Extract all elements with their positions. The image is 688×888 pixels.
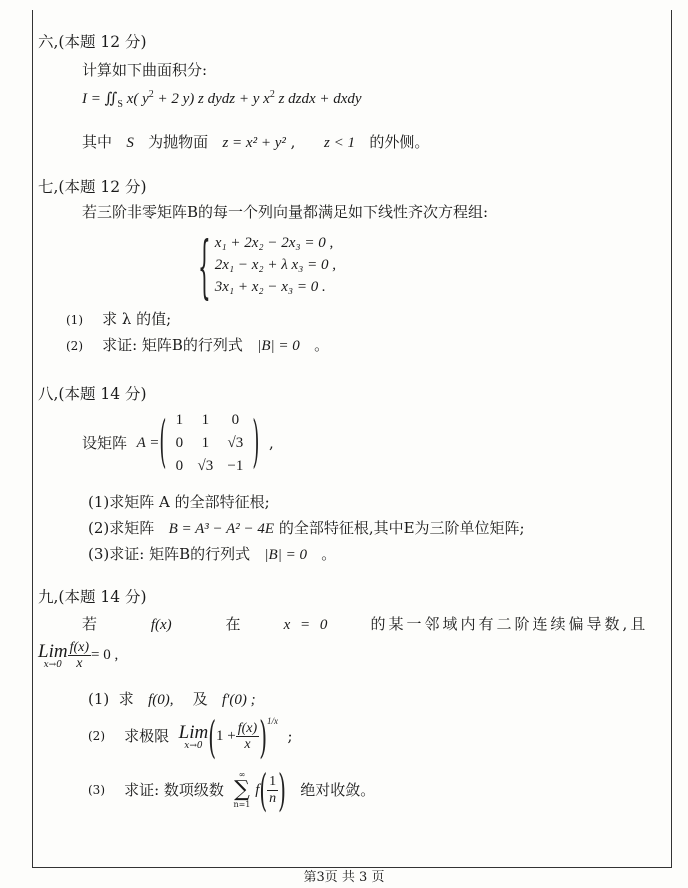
q8-part2 — [88, 518, 525, 540]
q8-left-paren: ( — [159, 410, 167, 476]
q9-frac-den: x — [76, 656, 83, 672]
matrix-cell: 0 — [231, 412, 240, 428]
q9-p2-rparen: ) — [259, 710, 267, 764]
q9-p3-rparen: ) — [278, 763, 286, 817]
q9-at: 在 — [225, 615, 241, 633]
q9-p3-end: 绝对收敛。 — [300, 780, 376, 799]
q7-equations — [215, 233, 336, 298]
q9-lim-sub: x→0 — [43, 659, 62, 670]
q8-setup: 设矩阵 — [82, 434, 128, 452]
page-footer: 第3页 共 3 页 — [303, 870, 385, 885]
q9-p1-text: 求 — [118, 690, 134, 708]
q8-p3-det: |B| = 0 — [264, 547, 307, 563]
matrix-cell: −1 — [227, 458, 244, 474]
q9-sum — [233, 771, 250, 809]
q8-p2-text: (2)求矩阵 — [88, 519, 155, 537]
q7-eq2: 2x₁ − x₂ + λ x₃ = 0 , — [214, 257, 336, 273]
q8-comma: , — [268, 434, 274, 452]
matrix-cell: 1 — [175, 412, 184, 428]
matrix-cell: 0 — [175, 458, 184, 474]
q8-matrix — [159, 410, 259, 477]
matrix-cell: 0 — [175, 435, 184, 451]
q6-heading: 六,(本题 12 分) — [38, 33, 147, 51]
q9-p3-num: (3) — [88, 782, 105, 797]
q9-line1 — [82, 614, 648, 636]
q6-where-text: 其中 — [82, 133, 113, 151]
matrix-cell: √3 — [197, 458, 214, 474]
q6-intro: 计算如下曲面积分: — [82, 61, 208, 79]
q8-matrix-line — [82, 410, 274, 477]
q9-p2-lim-sub: x→0 — [184, 740, 203, 751]
q9-p3-frac-den: n — [269, 790, 277, 806]
q6-surface: z = x² + y² — [222, 135, 286, 151]
q9-p1-and: 及 — [192, 690, 208, 708]
q7-p1-num: (1) — [66, 313, 83, 327]
q8-p2-rest: 的全部特征根,其中E为三阶单位矩阵; — [278, 519, 525, 537]
q6-integral: $I = ∬_S$ x( $y^2 + 2$ y) z dydz + y $x^2$ z dzdx + dxdy — [82, 89, 362, 110]
q9-p2-end: ; — [287, 727, 293, 746]
q7-p2-end: 。 — [314, 336, 330, 354]
q7-p2-det: |B| = 0 — [257, 338, 300, 354]
q7-statement: 若三阶非零矩阵B的每一个列向量都满足如下线性齐次方程组: — [82, 203, 489, 221]
q7-p2-num: (2) — [66, 339, 83, 353]
q9-sum-top: ∞ — [238, 770, 246, 779]
q7-brace: { — [198, 224, 211, 307]
q8-p3-end: 。 — [321, 545, 337, 563]
q9-lim-word: Lim — [38, 640, 68, 662]
q9-limit-line — [38, 640, 118, 672]
q6-condition: z < 1 — [324, 135, 355, 151]
matrix-cell: 1 — [201, 435, 210, 451]
q8-heading: 八,(本题 14 分) — [38, 385, 147, 403]
q7-system — [198, 224, 336, 307]
q7-p2-text: 求证: 矩阵B的行列式 — [102, 336, 243, 354]
q9-x0: x = 0 — [283, 617, 328, 633]
q9-p2-frac — [236, 721, 259, 753]
q9-p2-frac-den: x — [244, 737, 251, 753]
sigma-icon: ∑ — [234, 777, 250, 802]
q9-p2-one: 1 + — [216, 728, 236, 745]
q9-p2-lparen: ( — [208, 710, 217, 764]
q8-p3-text: (3)求证: 矩阵B的行列式 — [88, 545, 251, 563]
q9-p2-exponent: 1/x — [267, 716, 278, 726]
q9-p2-num: (2) — [88, 729, 105, 744]
q9-lim-eq: = 0 , — [91, 647, 119, 664]
q6-where-s: S — [126, 135, 134, 151]
q9-part1 — [88, 689, 256, 711]
q9-sum-bottom: n=1 — [233, 800, 251, 809]
q9-p2-lim-word: Lim — [178, 721, 209, 743]
q7-part2 — [66, 335, 329, 357]
q9-cond: 的某一邻域内有二阶连续偏导数,且 — [370, 615, 649, 633]
q9-p1-fprime: f′(0) ; — [221, 692, 256, 708]
q8-part1: (1)求矩阵 A 的全部特征根; — [88, 493, 270, 511]
q9-part3 — [88, 763, 376, 817]
q6-outside: 的外侧。 — [369, 133, 430, 151]
matrix-cell: 1 — [201, 412, 210, 428]
q9-p3-frac — [267, 774, 278, 806]
q8-matrix-grid — [166, 410, 252, 477]
q7-heading: 七,(本题 12 分) — [38, 178, 147, 196]
q6-where: 其中 S 为抛物面 z = x² + y² , z < 1 的外侧。 — [82, 133, 430, 151]
q9-heading: 九,(本题 14 分) — [38, 588, 147, 606]
matrix-cell: √3 — [227, 435, 244, 451]
q9-p3-lparen: ( — [259, 763, 268, 817]
q8-p2-expr: B = A³ − A² − 4E — [168, 521, 275, 537]
q8-matrix-name: A = — [136, 435, 160, 451]
q9-p1-num: (1) — [88, 690, 110, 708]
q7-eq3: 3x₁ + x₂ − x₃ = 0 . — [214, 279, 326, 295]
q6-where-desc: 为抛物面 — [148, 133, 209, 151]
q7-p1-text: 求 λ 的值; — [102, 310, 172, 328]
q9-p2-frac-num: f(x) — [237, 721, 258, 736]
q9-p2-text: 求极限 — [124, 727, 170, 746]
q8-part3 — [88, 544, 336, 566]
q9-frac — [68, 640, 91, 672]
q9-fx: f(x) — [150, 617, 172, 633]
q9-p2-lim — [179, 723, 209, 751]
q7-eq1: x₁ + 2x₂ − 2x₃ = 0 , — [214, 235, 334, 251]
q9-p1-f0: f(0), — [148, 692, 174, 708]
q9-frac-num: f(x) — [69, 640, 90, 655]
q9-p3-text: 求证: 数项级数 — [124, 780, 224, 799]
q9-p3-frac-num: 1 — [269, 774, 277, 790]
q9-lim — [38, 642, 68, 670]
q9-if: 若 — [82, 615, 98, 633]
q7-part1 — [66, 309, 171, 330]
q9-sum-f: f — [255, 781, 260, 798]
q8-right-paren: ) — [252, 410, 260, 476]
q9-part2 — [88, 710, 293, 764]
